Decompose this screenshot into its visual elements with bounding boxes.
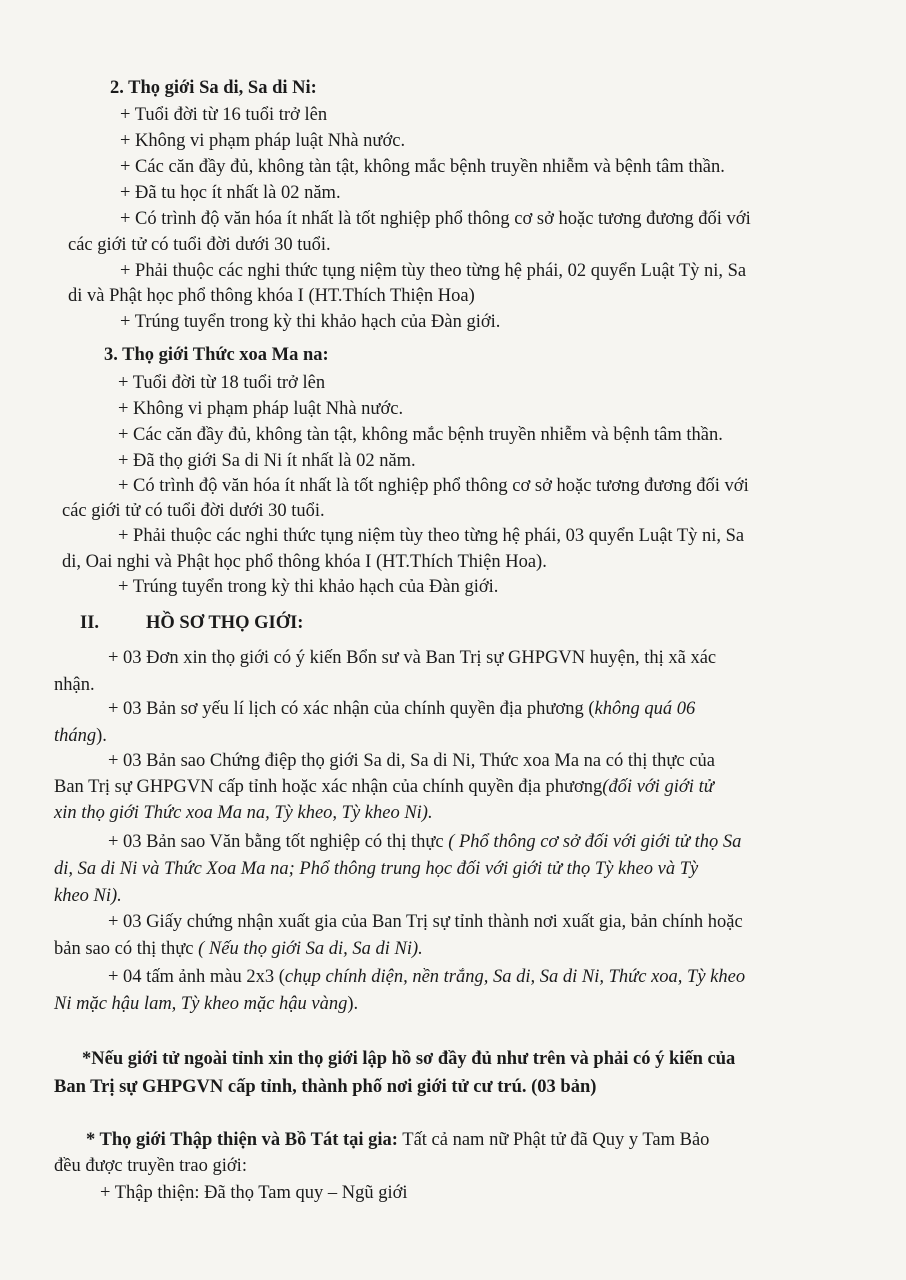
dossier-item-4-line2: di, Sa di Ni và Thức Xoa Ma na; Phổ thông trung học đối với giới tử thọ Tỳ kheo và Tỳ	[54, 859, 699, 879]
dossier-item-4-note: ( Phổ thông cơ sở đối với giới tử thọ Sa	[448, 832, 742, 852]
section-2-heading: 2. Thọ giới Sa di, Sa di Ni:	[110, 78, 317, 98]
sec3-item-education-line1: + Có trình độ văn hóa ít nhất là tốt nghiệp phổ thông cơ sở hoặc tương đương đối với	[118, 476, 749, 496]
dossier-item-2-text: + 03 Bản sơ yếu lí lịch có xác nhận của chính quyền địa phương (	[108, 699, 595, 719]
dossier-item-2-line1	[108, 697, 695, 721]
dossier-item-4-line3: kheo Ni).	[54, 886, 122, 906]
dossier-item-2-note-end: tháng	[54, 726, 97, 746]
dossier-item-4-line1	[108, 830, 741, 854]
sec3-item-age: + Tuổi đời từ 18 tuổi trở lên	[118, 373, 326, 393]
lay-precepts-line1	[86, 1128, 709, 1152]
sec2-item-study: + Đã tu học ít nhất là 02 năm.	[120, 183, 341, 203]
dossier-item-6-note-end: Ni mặc hậu lam, Tỳ kheo mặc hậu vàng	[54, 994, 348, 1014]
sec3-item-ordained: + Đã thọ giới Sa di Ni ít nhất là 02 năm.	[118, 451, 416, 471]
sec2-item-law: + Không vi phạm pháp luật Nhà nước.	[120, 131, 406, 151]
sec2-item-age: + Tuổi đời từ 16 tuổi trở lên	[120, 105, 328, 125]
dossier-item-5-line2	[54, 937, 423, 961]
dossier-item-6-note: chụp chính diện, nền trắng, Sa di, Sa di Ni, Thức xoa, Tỳ kheo	[284, 967, 746, 987]
out-of-province-note-line1: *Nếu giới tử ngoài tỉnh xin thọ giới lập hồ sơ đầy đủ như trên và phải có ý kiến của	[82, 1049, 736, 1069]
dossier-item-1-line1: + 03 Đơn xin thọ giới có ý kiến Bổn sư và Ban Trị sự GHPGVN huyện, thị xã xác	[108, 648, 717, 668]
dossier-item-4-text: + 03 Bản sao Văn bằng tốt nghiệp có thị thực	[108, 832, 449, 852]
sec3-item-health: + Các căn đầy đủ, không tàn tật, không mắc bệnh truyền nhiễm và bệnh tâm thần.	[118, 425, 723, 445]
sec2-item-education-line2: các giới tử có tuổi đời dưới 30 tuổi.	[68, 235, 331, 255]
section-ii-number: II.	[80, 613, 100, 633]
dossier-item-3-text: Ban Trị sự GHPGVN cấp tỉnh hoặc xác nhận của chính quyền địa phương	[54, 777, 603, 797]
lay-precepts-ten-virtues: + Thập thiện: Đã thọ Tam quy – Ngũ giới	[100, 1183, 408, 1203]
dossier-item-1-line2: nhận.	[54, 675, 95, 695]
sec2-item-ritual-line2: di và Phật học phổ thông khóa I (HT.Thích Thiện Hoa)	[68, 286, 475, 306]
lay-precepts-heading: * Thọ giới Thập thiện và Bồ Tát tại gia:	[86, 1130, 398, 1150]
sec2-item-education-line1: + Có trình độ văn hóa ít nhất là tốt nghiệp phổ thông cơ sở hoặc tương đương đối với	[120, 209, 751, 229]
dossier-item-3-line3: xin thọ giới Thức xoa Ma na, Tỳ kheo, Tỳ kheo Ni).	[54, 803, 433, 823]
sec3-item-exam: + Trúng tuyển trong kỳ thi khảo hạch của Đàn giới.	[118, 577, 499, 597]
dossier-item-5-note: ( Nếu thọ giới Sa di, Sa di Ni).	[198, 939, 423, 959]
sec3-item-ritual-line1: + Phải thuộc các nghi thức tụng niệm tùy theo từng hệ phái, 03 quyển Luật Tỳ ni, Sa	[118, 526, 745, 546]
sec2-item-health: + Các căn đầy đủ, không tàn tật, không mắc bệnh truyền nhiễm và bệnh tâm thần.	[120, 157, 725, 177]
dossier-item-5-line1: + 03 Giấy chứng nhận xuất gia của Ban Trị sự tỉnh thành nơi xuất gia, bản chính hoặc	[108, 912, 743, 932]
dossier-item-6-text: + 04 tấm ảnh màu 2x3 (	[108, 967, 285, 987]
sec3-item-education-line2: các giới tử có tuổi đời dưới 30 tuổi.	[62, 501, 325, 521]
dossier-item-3-note: (đối với giới tử	[602, 777, 714, 797]
sec2-item-ritual-line1: + Phải thuộc các nghi thức tụng niệm tùy theo từng hệ phái, 02 quyển Luật Tỳ ni, Sa	[120, 261, 747, 281]
out-of-province-note-line2: Ban Trị sự GHPGVN cấp tỉnh, thành phố nơi giới tử cư trú. (03 bản)	[54, 1077, 597, 1097]
sec3-item-law: + Không vi phạm pháp luật Nhà nước.	[118, 399, 404, 419]
sec3-item-ritual-line2: di, Oai nghi và Phật học phổ thông khóa I (HT.Thích Thiện Hoa).	[62, 552, 547, 572]
dossier-item-6-close: ).	[347, 994, 359, 1014]
dossier-item-6-line2	[54, 992, 358, 1016]
dossier-item-2-note: không quá 06	[594, 699, 696, 719]
sec2-item-exam: + Trúng tuyển trong kỳ thi khảo hạch của Đàn giới.	[120, 312, 501, 332]
dossier-item-2-line2	[54, 724, 107, 748]
section-ii-title: HỒ SƠ THỌ GIỚI:	[146, 613, 304, 633]
dossier-item-3-line1: + 03 Bản sao Chứng điệp thọ giới Sa di, Sa di Ni, Thức xoa Ma na có thị thực của	[108, 751, 715, 771]
dossier-item-5-text: bản sao có thị thực	[54, 939, 199, 959]
dossier-item-3-line2	[54, 775, 714, 799]
section-3-heading: 3. Thọ giới Thức xoa Ma na:	[104, 345, 329, 365]
dossier-item-6-line1	[108, 965, 745, 989]
lay-precepts-text: Tất cả nam nữ Phật tử đã Quy y Tam Bảo	[397, 1130, 710, 1150]
dossier-item-2-close: ).	[96, 726, 107, 746]
lay-precepts-line2: đều được truyền trao giới:	[54, 1156, 247, 1176]
